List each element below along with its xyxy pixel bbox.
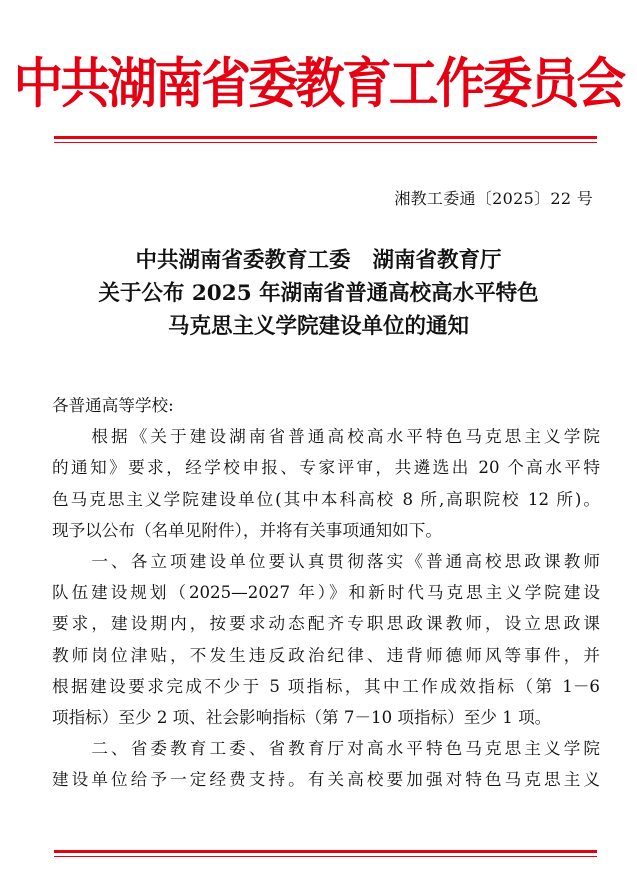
title-line-1 (0, 244, 637, 277)
footer-red-rule-thin (54, 856, 597, 857)
body-line: 根据建设要求完成不少于 5 项指标，其中工作成效指标（第 1－6 (52, 676, 600, 696)
document-number: 湘教工委通〔2025〕22 号 (394, 189, 593, 208)
body-line: 的通知》要求，经学校申报、专家评审，共遴选出 20 个高水平特 (52, 458, 600, 478)
title-issuer-1: 中共湖南省委教育工委 (135, 248, 351, 273)
document-body (52, 390, 600, 796)
org-name: 中共湖南省委教育工作委员会 (13, 50, 624, 115)
body-line: 根据《关于建设湖南省普通高校高水平特色马克思主义学院 (52, 427, 600, 447)
body-line: 现予以公布（名单见附件），并将有关事项通知如下。 (52, 520, 442, 540)
org-letterhead (0, 44, 637, 114)
body-line: 要求，建设期内，按要求动态配齐专职思政课教师，设立思政课 (52, 614, 600, 634)
title-line-2: 关于公布 2025 年湖南省普通高校高水平特色 (98, 281, 539, 306)
footer-red-rule-thick (54, 850, 597, 853)
body-line: 一、各立项建设单位要认真贯彻落实《普通高校思政课教师 (52, 552, 600, 572)
title-line-3: 马克思主义学院建设单位的通知 (167, 314, 469, 339)
body-line: 教师岗位津贴，不发生违反政治纪律、违背师德师风等事件，并 (52, 645, 600, 665)
body-line: 二、省委教育工委、省教育厅对高水平特色马克思主义学院 (52, 739, 600, 759)
body-line: 项指标）至少 2 项、社会影响指标（第 7－10 项指标）至少 1 项。 (52, 708, 552, 728)
document-title (0, 244, 637, 343)
title-issuer-2: 湖南省教育厅 (372, 248, 502, 273)
body-line: 建设单位给予一定经费支持。有关高校要加强对特色马克思主义 (52, 770, 600, 790)
salutation: 各普通高等学校: (52, 396, 174, 415)
header-red-rule-thin (54, 142, 597, 143)
body-line: 队伍建设规划（2025—2027 年）》和新时代马克思主义学院建设 (52, 583, 600, 603)
header-red-rule-thick (54, 136, 597, 139)
body-line: 色马克思主义学院建设单位(其中本科高校 8 所,高职院校 12 所)。 (52, 489, 600, 509)
